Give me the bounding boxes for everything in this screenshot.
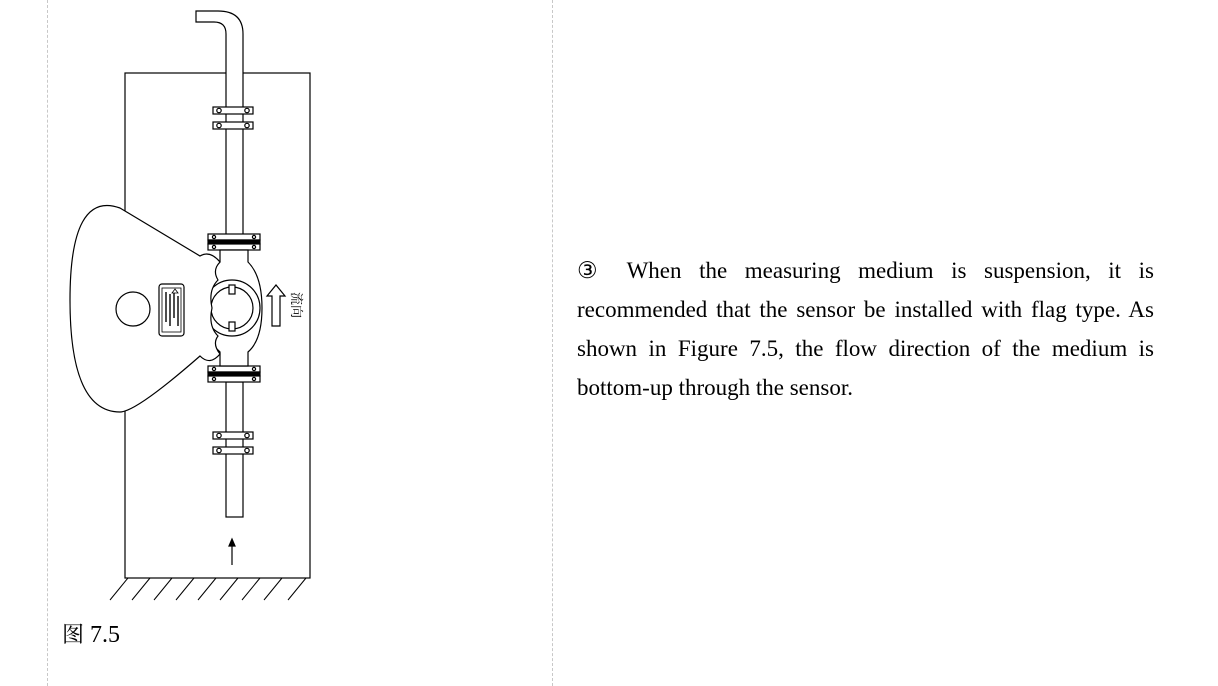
installation-figure <box>60 0 330 620</box>
figure-caption-number: 7.5 <box>90 622 121 648</box>
lower-flange <box>208 366 260 382</box>
ground-hatch <box>110 578 306 600</box>
upper-flange <box>208 234 260 250</box>
installation-note-paragraph: ③ When the measuring medium is suspension, it is recommended that the sensor be installed with flag type. As shown in Figure 7.5, the flow direction of the medium is bottom-up through the sensor. <box>577 258 1154 400</box>
figure-caption <box>62 618 120 649</box>
nameplate <box>159 284 184 336</box>
column-divider-guide <box>552 0 553 686</box>
transmitter-window <box>116 292 150 326</box>
left-margin-guide <box>47 0 48 686</box>
figure-caption-prefix: 图 <box>62 623 85 648</box>
flow-direction-label: 流向 <box>288 291 303 319</box>
